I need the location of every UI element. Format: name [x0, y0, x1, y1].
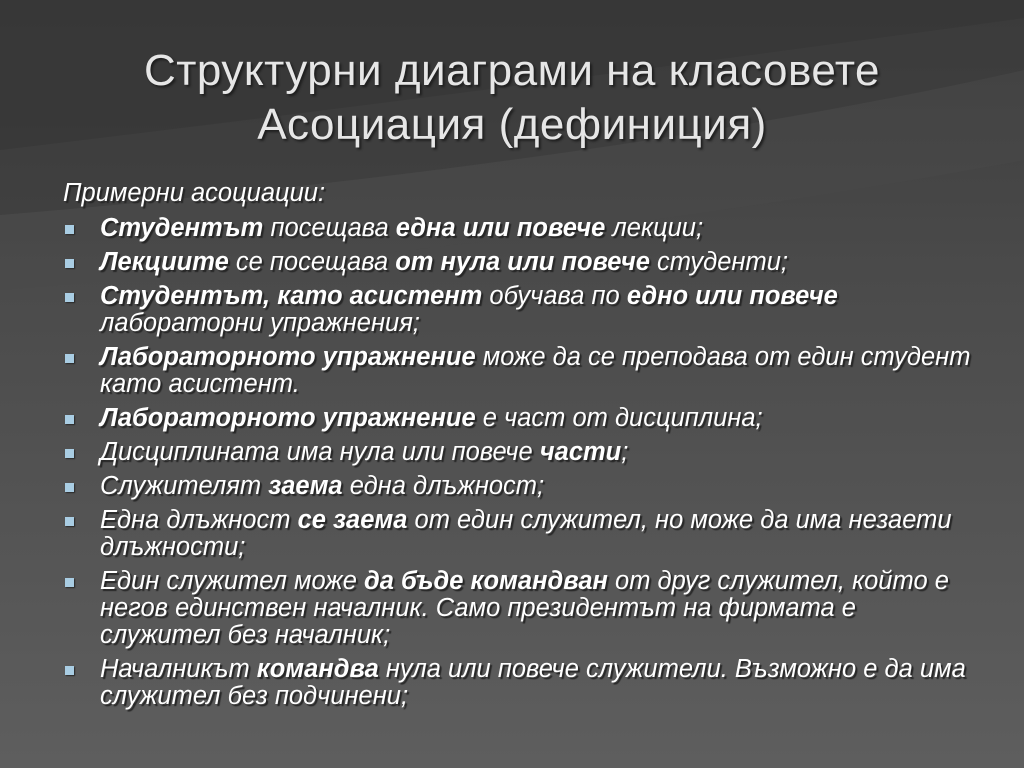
- bold-text: да бъде командван: [363, 567, 608, 595]
- list-item: [60, 405, 980, 432]
- list-item: [60, 507, 980, 561]
- item-text: обучава по: [482, 282, 627, 310]
- list-item: [60, 344, 980, 398]
- bold-text: от нула или повече: [395, 248, 650, 276]
- bold-text: една или повече: [395, 214, 606, 242]
- list-item: [60, 473, 980, 500]
- list-item: [60, 215, 980, 242]
- title-line-2: Асоциация (дефиниция): [257, 100, 767, 149]
- slide-body: [60, 180, 980, 717]
- slide-title: [0, 44, 1024, 152]
- item-text: може да се преподава от един студент като асистент.: [100, 343, 971, 398]
- item-text: посещава: [263, 214, 396, 242]
- bold-text: Лекциите: [100, 248, 229, 276]
- bold-text: едно или повече: [626, 282, 838, 310]
- list-item: [60, 439, 980, 466]
- association-list: [60, 215, 980, 710]
- bold-text: части: [539, 438, 622, 466]
- bold-text: заема: [268, 472, 343, 500]
- item-text: Служителят: [100, 472, 269, 500]
- item-text: една длъжност;: [342, 472, 545, 500]
- item-text: е част от дисциплина;: [475, 404, 763, 432]
- intro-text: Примерни асоциации:: [63, 179, 326, 207]
- item-text: лабораторни упражнения;: [100, 309, 420, 337]
- title-line-1: Структурни диаграми на класовете: [143, 46, 880, 95]
- bullet-square-icon: [65, 259, 74, 268]
- bullet-square-icon: [65, 483, 74, 492]
- list-item: [60, 249, 980, 276]
- list-item: [60, 656, 980, 710]
- item-text: нула или повече служители. Възможно е да има служител без подчинени;: [100, 655, 966, 710]
- item-text: Една длъжност: [100, 506, 298, 534]
- item-text: лекции;: [605, 214, 704, 242]
- bold-text: Студентът, като асистент: [100, 282, 483, 310]
- item-text: студенти;: [649, 248, 788, 276]
- item-text: Един служител може: [100, 567, 364, 595]
- item-text: Дисциплината има нула или повече: [100, 438, 540, 466]
- item-text: се посещава: [228, 248, 396, 276]
- bold-text: Лабораторното упражнение: [100, 343, 476, 371]
- bullet-square-icon: [65, 517, 74, 526]
- list-item: [60, 568, 980, 649]
- bullet-square-icon: [65, 354, 74, 363]
- bold-text: Студентът: [100, 214, 264, 242]
- item-text: от друг служител, който е негов единствен началник. Само президентът на фирмата е служител без началник;: [100, 567, 949, 649]
- item-text: ;: [621, 438, 629, 466]
- bullet-square-icon: [65, 449, 74, 458]
- item-text: от един служител, но може да има незаети длъжности;: [100, 506, 952, 561]
- item-text: Началникът: [100, 655, 257, 683]
- list-item: [60, 283, 980, 337]
- bold-text: командва: [256, 655, 379, 683]
- bullet-square-icon: [65, 293, 74, 302]
- bullet-square-icon: [65, 225, 74, 234]
- bold-text: се заема: [297, 506, 408, 534]
- bullet-square-icon: [65, 666, 74, 675]
- bold-text: Лабораторното упражнение: [100, 404, 476, 432]
- bullet-square-icon: [65, 578, 74, 587]
- bullet-square-icon: [65, 415, 74, 424]
